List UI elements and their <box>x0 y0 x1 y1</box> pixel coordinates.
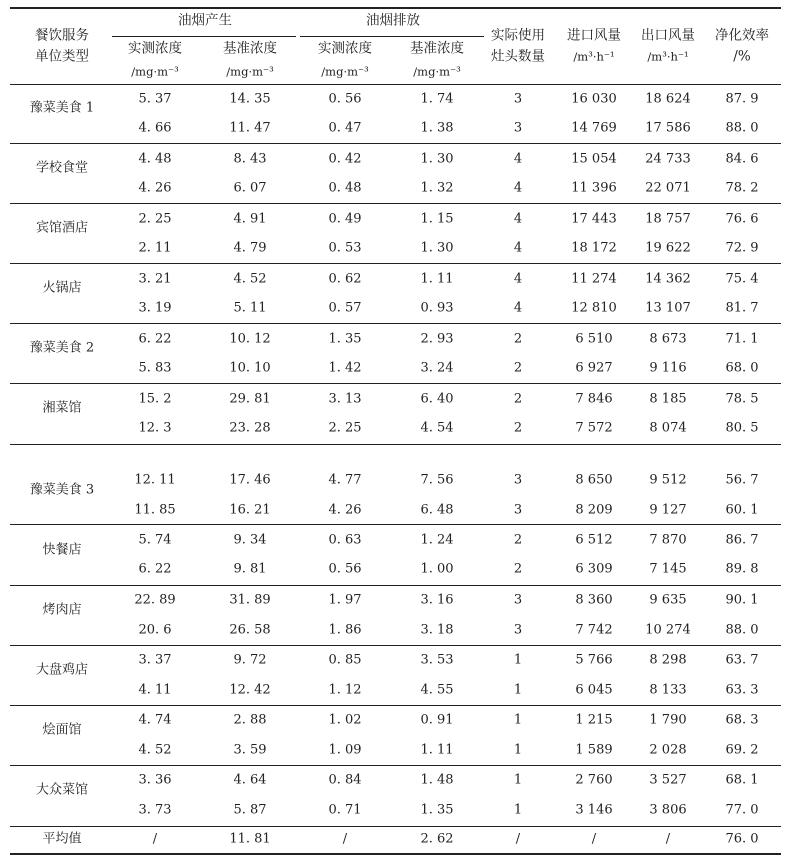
table-cell: 2 <box>513 331 523 347</box>
table-cell: 4. 74 <box>138 712 172 728</box>
table-cell: 0. 84 <box>328 772 362 788</box>
row-label: 豫菜美食 1 <box>29 100 95 116</box>
row-label: 学校食堂 <box>35 160 89 176</box>
table-cell: 5. 74 <box>138 532 172 548</box>
table-cell: 0. 56 <box>328 561 362 577</box>
table-cell: 4. 77 <box>328 472 362 488</box>
table-cell: 5. 11 <box>233 300 267 316</box>
table-cell: 18 757 <box>645 211 691 227</box>
table-cell: 6 309 <box>575 561 613 577</box>
table-cell: 63. 7 <box>725 652 759 668</box>
table-cell: 4. 48 <box>138 151 172 167</box>
header-category-line1: 餐饮服务 <box>35 27 89 44</box>
table-cell: 9. 34 <box>233 532 267 548</box>
table-cell: 11. 47 <box>229 120 271 136</box>
table-cell: 29. 81 <box>229 391 271 407</box>
table-cell: 8 185 <box>649 391 687 407</box>
header-emis-measured-unit: /mg·m⁻³ <box>321 64 369 79</box>
table-cell: 3 <box>513 91 523 107</box>
table-cell: 8. 43 <box>233 151 267 167</box>
table-cell: 8 360 <box>575 592 613 608</box>
table-cell: 80. 5 <box>725 420 759 436</box>
group-divider <box>10 826 781 827</box>
table-cell: 16. 21 <box>229 502 271 518</box>
table-cell: 3 527 <box>649 772 687 788</box>
table-cell: 1 <box>513 772 523 788</box>
header-inlet-air-unit: /m³·h⁻¹ <box>573 49 615 64</box>
table-cell: 88. 0 <box>725 120 759 136</box>
table-cell: 3 <box>513 472 523 488</box>
table-cell: 7 742 <box>575 622 613 638</box>
table-cell: 6 045 <box>575 682 613 698</box>
group-divider <box>10 444 781 445</box>
table-cell: 4 <box>513 180 523 196</box>
table-cell: 1. 42 <box>328 360 362 376</box>
header-prod-standard: 基准浓度 <box>223 40 277 57</box>
table-cell: 4. 79 <box>233 240 267 256</box>
table-cell: 9 635 <box>649 592 687 608</box>
table-cell: 0. 53 <box>328 240 362 256</box>
table-cell: 1. 32 <box>420 180 454 196</box>
table-cell: 26. 58 <box>229 622 271 638</box>
header-prod-measured: 实测浓度 <box>128 40 182 57</box>
table-cell: 4. 91 <box>233 211 267 227</box>
table-cell: 14. 35 <box>229 91 271 107</box>
table-cell: 7 846 <box>575 391 613 407</box>
row-label: 火锅店 <box>42 280 82 296</box>
table-cell: 1 790 <box>649 712 687 728</box>
table-cell: 9 127 <box>649 502 687 518</box>
table-cell: 12. 11 <box>134 472 176 488</box>
table-cell: 9. 72 <box>233 652 267 668</box>
table-cell: 1. 48 <box>420 772 454 788</box>
table-cell: 18 172 <box>571 240 617 256</box>
table-cell: 11 274 <box>571 271 617 287</box>
table-cell: 3. 36 <box>138 772 172 788</box>
group-divider <box>10 263 781 264</box>
group-divider <box>10 524 781 525</box>
table-cell: 4. 64 <box>233 772 267 788</box>
table-cell: 2. 88 <box>233 712 267 728</box>
table-cell: 11. 85 <box>134 502 176 518</box>
row-label: 快餐店 <box>42 542 82 558</box>
average-cell: / <box>342 831 348 847</box>
header-emis-standard: 基准浓度 <box>410 40 464 57</box>
table-cell: 9 512 <box>649 472 687 488</box>
table-cell: 4 <box>513 211 523 227</box>
average-cell: / <box>152 831 158 847</box>
table-cell: 4. 54 <box>420 420 454 436</box>
table-cell: 89. 8 <box>725 561 759 577</box>
table-cell: 0. 71 <box>328 802 362 818</box>
table-cell: 4. 26 <box>138 180 172 196</box>
table-cell: 4. 26 <box>328 502 362 518</box>
table-cell: 3. 37 <box>138 652 172 668</box>
table-cell: 81. 7 <box>725 300 759 316</box>
table-cell: 2 <box>513 532 523 548</box>
table-cell: 1 215 <box>575 712 613 728</box>
group-divider <box>10 143 781 144</box>
table-cell: 1. 11 <box>420 271 454 287</box>
table-cell: 10. 10 <box>229 360 271 376</box>
row-label: 大众菜馆 <box>35 782 89 798</box>
table-cell: 1. 30 <box>420 151 454 167</box>
table-cell: 3. 16 <box>420 592 454 608</box>
table-cell: 3 <box>513 592 523 608</box>
table-cell: 4. 66 <box>138 120 172 136</box>
row-label: 大盘鸡店 <box>35 662 89 678</box>
table-cell: 1. 97 <box>328 592 362 608</box>
table-cell: 90. 1 <box>725 592 759 608</box>
table-cell: 7. 56 <box>420 472 454 488</box>
table-cell: 17 586 <box>645 120 691 136</box>
table-cell: 7 572 <box>575 420 613 436</box>
table-cell: 2 <box>513 561 523 577</box>
table-cell: 3 146 <box>575 802 613 818</box>
table-cell: 1. 86 <box>328 622 362 638</box>
table-cell: 0. 62 <box>328 271 362 287</box>
group-divider <box>10 585 781 586</box>
emission-group-rule <box>300 36 484 37</box>
table-cell: 2 <box>513 420 523 436</box>
table-cell: 8 298 <box>649 652 687 668</box>
group-divider <box>10 323 781 324</box>
row-label: 豫菜美食 2 <box>29 340 95 356</box>
table-cell: 78. 5 <box>725 391 759 407</box>
table-cell: 88. 0 <box>725 622 759 638</box>
table-cell: 0. 85 <box>328 652 362 668</box>
table-cell: 1. 02 <box>328 712 362 728</box>
table-cell: 17 443 <box>571 211 617 227</box>
table-cell: 4. 52 <box>233 271 267 287</box>
group-divider <box>10 765 781 766</box>
table-cell: 1. 09 <box>328 742 362 758</box>
table-cell: 3. 19 <box>138 300 172 316</box>
table-cell: 4 <box>513 240 523 256</box>
header-stoves-line2: 灶头数量 <box>491 48 545 65</box>
table-cell: 13 107 <box>645 300 691 316</box>
table-cell: 16 030 <box>571 91 617 107</box>
table-cell: 6. 07 <box>233 180 267 196</box>
table-cell: 1 <box>513 712 523 728</box>
table-cell: 15 054 <box>571 151 617 167</box>
table-cell: 1. 35 <box>328 331 362 347</box>
table-cell: 63. 3 <box>725 682 759 698</box>
table-cell: 3. 21 <box>138 271 172 287</box>
table-cell: 1. 15 <box>420 211 454 227</box>
header-outlet-air-unit: /m³·h⁻¹ <box>647 49 689 64</box>
table-cell: 18 624 <box>645 91 691 107</box>
table-cell: 19 622 <box>645 240 691 256</box>
table-cell: 2. 93 <box>420 331 454 347</box>
table-cell: 2 760 <box>575 772 613 788</box>
table-cell: 3 <box>513 120 523 136</box>
table-cell: 3. 24 <box>420 360 454 376</box>
table-cell: 69. 2 <box>725 742 759 758</box>
table-cell: 68. 1 <box>725 772 759 788</box>
table-cell: 8 673 <box>649 331 687 347</box>
table-cell: 72. 9 <box>725 240 759 256</box>
table-cell: 86. 7 <box>725 532 759 548</box>
header-group-production: 油烟产生 <box>178 12 232 29</box>
average-cell: 76. 0 <box>725 831 759 847</box>
table-cell: 22. 89 <box>134 592 176 608</box>
table-cell: 77. 0 <box>725 802 759 818</box>
row-label: 湘菜馆 <box>42 400 82 416</box>
table-cell: 68. 3 <box>725 712 759 728</box>
table-cell: 76. 6 <box>725 211 759 227</box>
table-cell: 78. 2 <box>725 180 759 196</box>
table-cell: 6 927 <box>575 360 613 376</box>
table-cell: 1 <box>513 742 523 758</box>
row-label: 宾馆酒店 <box>35 220 89 236</box>
bottom-rule <box>10 853 781 855</box>
table-cell: 1 <box>513 652 523 668</box>
top-rule <box>10 7 781 9</box>
average-cell: / <box>591 831 597 847</box>
table-cell: 0. 63 <box>328 532 362 548</box>
table-cell: 1. 24 <box>420 532 454 548</box>
table-cell: 5. 37 <box>138 91 172 107</box>
table-cell: 9. 81 <box>233 561 267 577</box>
row-label: 豫菜美食 3 <box>29 482 95 498</box>
table-cell: 3. 59 <box>233 742 267 758</box>
table-cell: 8 209 <box>575 502 613 518</box>
table-cell: 0. 57 <box>328 300 362 316</box>
table-cell: 3. 13 <box>328 391 362 407</box>
table-cell: 4. 11 <box>138 682 172 698</box>
table-cell: 12 810 <box>571 300 617 316</box>
table-cell: 23. 28 <box>229 420 271 436</box>
table-cell: 1. 74 <box>420 91 454 107</box>
header-emis-measured: 实测浓度 <box>318 40 372 57</box>
table-cell: 24 733 <box>645 151 691 167</box>
average-label: 平均值 <box>42 831 82 847</box>
table-cell: 6 512 <box>575 532 613 548</box>
header-group-emission: 油烟排放 <box>366 12 420 29</box>
table-cell: 6. 48 <box>420 502 454 518</box>
table-cell: 6 510 <box>575 331 613 347</box>
table-cell: 17. 46 <box>229 472 271 488</box>
table-cell: 2 <box>513 391 523 407</box>
table-cell: 2 028 <box>649 742 687 758</box>
table-cell: 4 <box>513 271 523 287</box>
table-cell: 0. 42 <box>328 151 362 167</box>
header-prod-standard-unit: /mg·m⁻³ <box>226 64 274 79</box>
average-cell: / <box>515 831 521 847</box>
table-cell: 8 650 <box>575 472 613 488</box>
table-cell: 87. 9 <box>725 91 759 107</box>
header-inlet-air: 进口风量 <box>567 27 621 44</box>
table-cell: 6. 22 <box>138 561 172 577</box>
table-cell: 14 362 <box>645 271 691 287</box>
table-cell: 3 <box>513 622 523 638</box>
table-cell: 9 116 <box>649 360 687 376</box>
header-outlet-air: 出口风量 <box>641 27 695 44</box>
table-cell: 6. 40 <box>420 391 454 407</box>
table-cell: 2. 25 <box>138 211 172 227</box>
table-cell: 0. 56 <box>328 91 362 107</box>
table-cell: 2. 11 <box>138 240 172 256</box>
row-label: 烩面馆 <box>42 722 82 738</box>
table-cell: 6. 22 <box>138 331 172 347</box>
table-cell: 1. 11 <box>420 742 454 758</box>
table-cell: 1 589 <box>575 742 613 758</box>
table-cell: 10 274 <box>645 622 691 638</box>
table-cell: 1. 00 <box>420 561 454 577</box>
table-cell: 4 <box>513 300 523 316</box>
table-cell: 1. 38 <box>420 120 454 136</box>
table-cell: 1 <box>513 802 523 818</box>
table-cell: 12. 42 <box>229 682 271 698</box>
table-cell: 0. 93 <box>420 300 454 316</box>
table-cell: 4. 52 <box>138 742 172 758</box>
group-divider <box>10 705 781 706</box>
average-cell: / <box>665 831 671 847</box>
table-cell: 56. 7 <box>725 472 759 488</box>
table-cell: 0. 47 <box>328 120 362 136</box>
table-cell: 4. 55 <box>420 682 454 698</box>
table-cell: 14 769 <box>571 120 617 136</box>
group-divider <box>10 203 781 204</box>
table-cell: 5 766 <box>575 652 613 668</box>
table-cell: 3. 73 <box>138 802 172 818</box>
table-cell: 1. 12 <box>328 682 362 698</box>
production-group-rule <box>112 36 296 37</box>
table-cell: 8 074 <box>649 420 687 436</box>
table-cell: 12. 3 <box>138 420 172 436</box>
table-cell: 0. 48 <box>328 180 362 196</box>
table-cell: 1 <box>513 682 523 698</box>
table-cell: 22 071 <box>645 180 691 196</box>
header-efficiency-unit: /% <box>733 48 751 65</box>
average-cell: 11. 81 <box>229 831 271 847</box>
table-cell: 2 <box>513 360 523 376</box>
header-emis-standard-unit: /mg·m⁻³ <box>413 64 461 79</box>
table-cell: 11 396 <box>571 180 617 196</box>
table-cell: 0. 91 <box>420 712 454 728</box>
table-cell: 15. 2 <box>138 391 172 407</box>
table-cell: 3. 18 <box>420 622 454 638</box>
header-stoves-line1: 实际使用 <box>491 27 545 44</box>
table-cell: 84. 6 <box>725 151 759 167</box>
table-cell: 60. 1 <box>725 502 759 518</box>
group-divider <box>10 383 781 384</box>
header-prod-measured-unit: /mg·m⁻³ <box>131 64 179 79</box>
table-cell: 3. 53 <box>420 652 454 668</box>
table-cell: 20. 6 <box>138 622 172 638</box>
table-cell: 31. 89 <box>229 592 271 608</box>
table-cell: 5. 87 <box>233 802 267 818</box>
group-divider <box>10 645 781 646</box>
table-cell: 10. 12 <box>229 331 271 347</box>
table-cell: 4 <box>513 151 523 167</box>
table-cell: 1. 35 <box>420 802 454 818</box>
table-cell: 75. 4 <box>725 271 759 287</box>
table-cell: 7 870 <box>649 532 687 548</box>
table-cell: 68. 0 <box>725 360 759 376</box>
table-cell: 0. 49 <box>328 211 362 227</box>
header-efficiency: 净化效率 <box>715 27 769 44</box>
table-cell: 71. 1 <box>725 331 759 347</box>
table-cell: 5. 83 <box>138 360 172 376</box>
table-cell: 1. 30 <box>420 240 454 256</box>
table-cell: 3 806 <box>649 802 687 818</box>
table-cell: 8 133 <box>649 682 687 698</box>
average-cell: 2. 62 <box>420 831 454 847</box>
table-cell: 3 <box>513 502 523 518</box>
header-category-line2: 单位类型 <box>35 48 89 65</box>
row-label: 烤肉店 <box>42 602 82 618</box>
table-cell: 7 145 <box>649 561 687 577</box>
header-rule <box>10 84 781 85</box>
table-cell: 2. 25 <box>328 420 362 436</box>
